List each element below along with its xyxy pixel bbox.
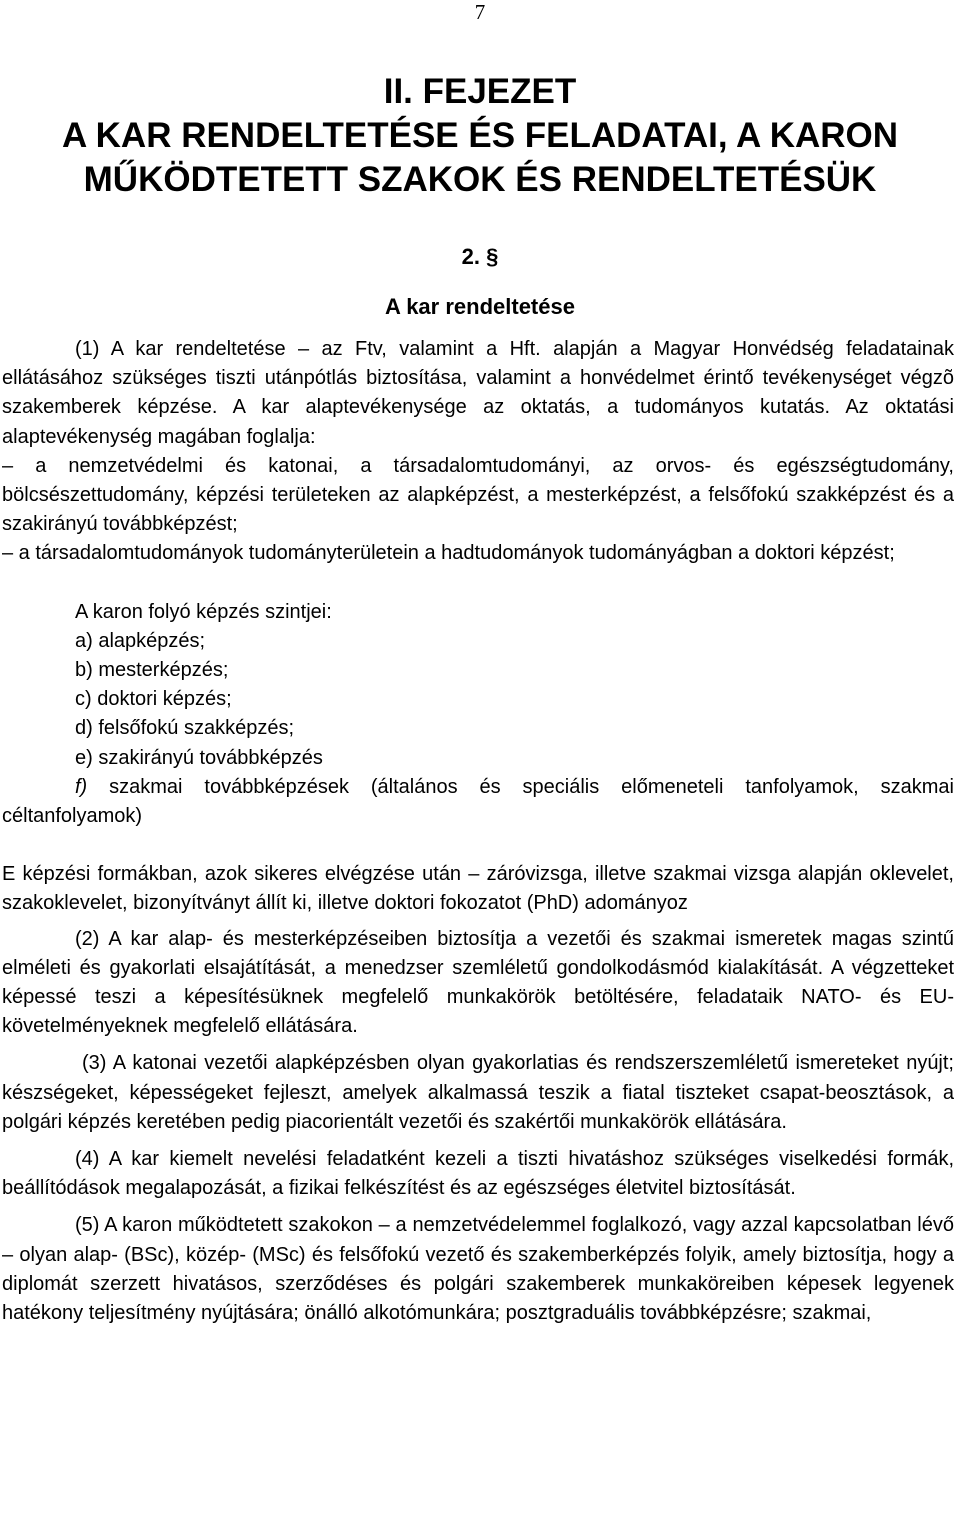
section-heading bbox=[0, 232, 960, 332]
section-number: 2. § bbox=[461, 244, 499, 269]
level-item-f-label: f) bbox=[75, 775, 88, 798]
level-item-f-text: szakmai továbbképzések (általános és speciális előmeneteli tanfolyamok, szakmai céltanfolyamok) bbox=[2, 775, 954, 828]
level-item-f bbox=[2, 773, 954, 831]
paragraph-2: (2) A kar alap- és mesterképzéseiben biztosítja a vezetői és szakmai ismeretek magas szintű elméleti és gyakorlati elsajátítását, a menedzser szemléletű gondolkodásmód kialakítását. A végzetteket képessé teszi a képesítésüknek megfelelő munkakörök betöltésére, feladataik NATO- és EU-követelményeknek megfelelő ellátására. bbox=[2, 927, 954, 1038]
training-levels-list bbox=[2, 598, 954, 773]
level-item-a: a) alapképzés; bbox=[75, 629, 206, 652]
chapter-heading bbox=[0, 70, 960, 202]
level-item-e: e) szakirányú továbbképzés bbox=[75, 746, 323, 769]
levels-intro: A karon folyó képzés szintjei: bbox=[75, 600, 332, 623]
paragraph-4: (4) A kar kiemelt nevelési feladatként kezeli a tiszti hivatáshoz szükséges viselkedési formák, beállítódások megalapozását, a fizikai felkészítést és az egészséges életvitel biztosítását. bbox=[2, 1148, 954, 1200]
chapter-title-line-1: A KAR RENDELTETÉSE ÉS FELADATAI, A KARON bbox=[61, 116, 899, 155]
level-item-d: d) felsőfokú szakképzés; bbox=[75, 717, 294, 740]
level-item-b: b) mesterképzés; bbox=[75, 659, 229, 682]
section-title: A kar rendeltetése bbox=[385, 294, 575, 319]
paragraph-1: (1) A kar rendeltetése – az Ftv, valamint a Hft. alapján a Magyar Honvédség feladatainak ellátásához szükséges tiszti utánpótlás biztosítása, valamint a honvédelmet érintő tevékenységet végzõ szakemberek képzése. A kar alaptevékenysége az oktatás, a tudományos kutatás. Az oktatási alaptevékenység magában foglalja: bbox=[2, 338, 954, 448]
paragraph-3: (3) A katonai vezetői alapképzésben olyan gyakorlatias és rendszerszemléletű ismereteket nyújt; készségeket, képességeket fejleszt, amelyek alkalmassá teszik a fiatal tiszteket csapat-beosztások, a polgári képzés keretében pedig piacorientált vezetői és szakértői munkakörök ellátására. bbox=[2, 1052, 954, 1133]
document-body bbox=[2, 335, 954, 1328]
page-number: 7 bbox=[474, 0, 486, 24]
level-item-c: c) doktori képzés; bbox=[75, 688, 232, 711]
dash-item-1: – a nemzetvédelmi és katonai, a társadalomtudományi, az orvos- és egészségtudomány, bölcsészettudomány, képzési területeken az alapképzést, a mesterképzést, a felsőfokú szakképzést és a szakirányú továbbképzést; bbox=[2, 454, 954, 536]
dash-item-2: – a társadalomtudományok tudományterületein a hadtudományok tudományágban a doktori képzést; bbox=[2, 542, 895, 565]
paragraph-5: (5) A karon működtetett szakokon – a nemzetvédelemmel foglalkozó, vagy azzal kapcsolatban lévő – olyan alap- (BSc), közép- (MSc) és felsőfokú vezető és szakemberképzés folyik, amely biztosítja, hogy a diplomát szerzett hivatásos, szerződéses és polgári szakemberek munkaköreiben képesek legyenek hatékony teljesítmény nyújtására; önálló alkotómunkára; posztgraduális továbbképzésre; szakmai, bbox=[2, 1214, 954, 1325]
chapter-title-line-2: MŰKÖDTETETT SZAKOK ÉS RENDELTETÉSÜK bbox=[83, 160, 877, 199]
degrees-paragraph: E képzési formákban, azok sikeres elvégzése után – záróvizsga, illetve szakmai vizsga alapján oklevelet, szakoklevelet, bizonyítványt állít ki, illetve doktori fokozatot (PhD) adományoz bbox=[2, 863, 954, 915]
chapter-number: II. FEJEZET bbox=[383, 72, 577, 111]
